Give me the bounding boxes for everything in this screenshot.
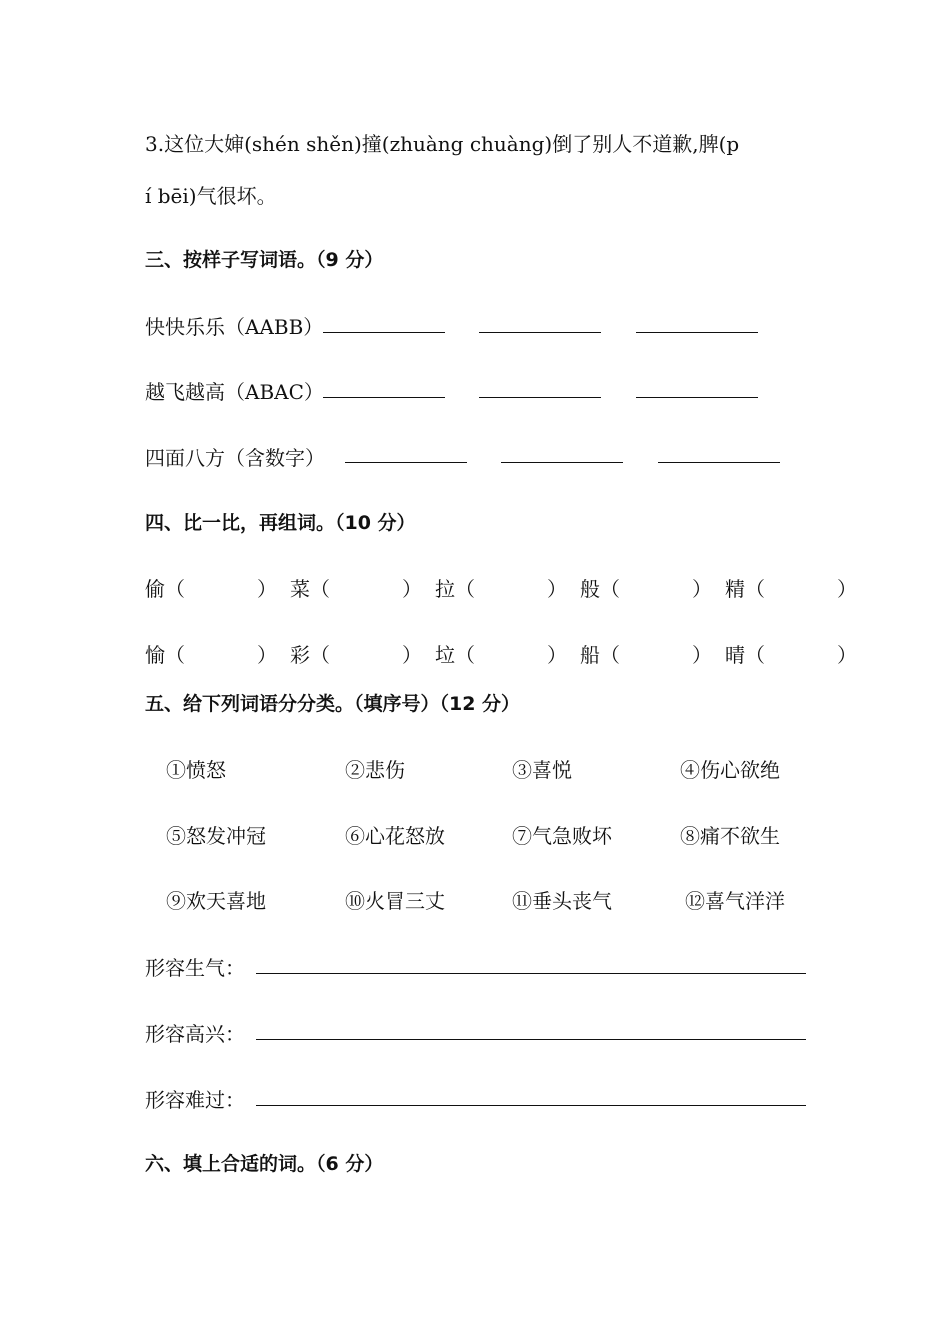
paren-close: ） — [402, 643, 422, 667]
paren-close: ） — [692, 643, 712, 667]
paren-close: ） — [257, 577, 277, 601]
category-label-angry: 形容生气： — [145, 956, 245, 980]
sec3-row-label: 越飞越高（ABAC） — [145, 380, 324, 404]
answer-blank[interactable] — [479, 397, 601, 398]
compare-char: 精（ — [725, 577, 765, 601]
category-label-happy: 形容高兴： — [145, 1022, 245, 1046]
sec3-row-label: 快快乐乐（AABB） — [145, 315, 324, 339]
sec3-row-label: 四面八方（含数字） — [145, 446, 325, 470]
word-item: ①愤怒 — [166, 758, 226, 782]
category-answer-line[interactable] — [256, 1105, 806, 1106]
answer-blank[interactable] — [323, 397, 445, 398]
section-4-heading: 四、比一比，再组词。（10 分） — [145, 512, 416, 534]
compare-char: 拉（ — [435, 577, 475, 601]
category-answer-line[interactable] — [256, 973, 806, 974]
q3-line-2: í bēi)气很坏。 — [145, 184, 277, 208]
word-item: ⑤怒发冲冠 — [166, 824, 266, 848]
paren-close: ） — [837, 577, 857, 601]
section-3-heading: 三、按样子写词语。（9 分） — [145, 249, 384, 271]
category-answer-line[interactable] — [256, 1039, 806, 1040]
paren-close: ） — [402, 577, 422, 601]
paren-close: ） — [692, 577, 712, 601]
paren-close: ） — [257, 643, 277, 667]
compare-char: 菜（ — [290, 577, 330, 601]
answer-blank[interactable] — [636, 332, 758, 333]
paren-close: ） — [547, 577, 567, 601]
compare-char: 晴（ — [725, 643, 765, 667]
answer-blank[interactable] — [479, 332, 601, 333]
compare-char: 彩（ — [290, 643, 330, 667]
word-item: ⑪垂头丧气 — [512, 889, 612, 913]
word-item: ⑩火冒三丈 — [345, 889, 445, 913]
word-item: ⑥心花怒放 — [345, 824, 445, 848]
word-item: ⑦气急败坏 — [512, 824, 612, 848]
answer-blank[interactable] — [345, 462, 467, 463]
word-item: ③喜悦 — [512, 758, 572, 782]
answer-blank[interactable] — [658, 462, 780, 463]
compare-char: 偷（ — [145, 577, 185, 601]
compare-char: 愉（ — [145, 643, 185, 667]
word-item: ⑧痛不欲生 — [680, 824, 780, 848]
compare-char: 船（ — [580, 643, 620, 667]
answer-blank[interactable] — [501, 462, 623, 463]
section-6-heading: 六、填上合适的词。（6 分） — [145, 1153, 384, 1175]
answer-blank[interactable] — [323, 332, 445, 333]
word-item: ⑨欢天喜地 — [166, 889, 266, 913]
paren-close: ） — [837, 643, 857, 667]
word-item: ④伤心欲绝 — [680, 758, 780, 782]
category-label-sad: 形容难过： — [145, 1088, 245, 1112]
compare-char: 般（ — [580, 577, 620, 601]
compare-char: 垃（ — [435, 643, 475, 667]
section-5-heading: 五、给下列词语分分类。（填序号）（12 分） — [145, 693, 521, 715]
word-item: ⑫喜气洋洋 — [685, 889, 785, 913]
q3-line-1: 3.这位大婶(shén shěn)撞(zhuàng chuàng)倒了别人不道歉,脾(p — [145, 132, 740, 156]
answer-blank[interactable] — [636, 397, 758, 398]
word-item: ②悲伤 — [345, 758, 405, 782]
paren-close: ） — [547, 643, 567, 667]
